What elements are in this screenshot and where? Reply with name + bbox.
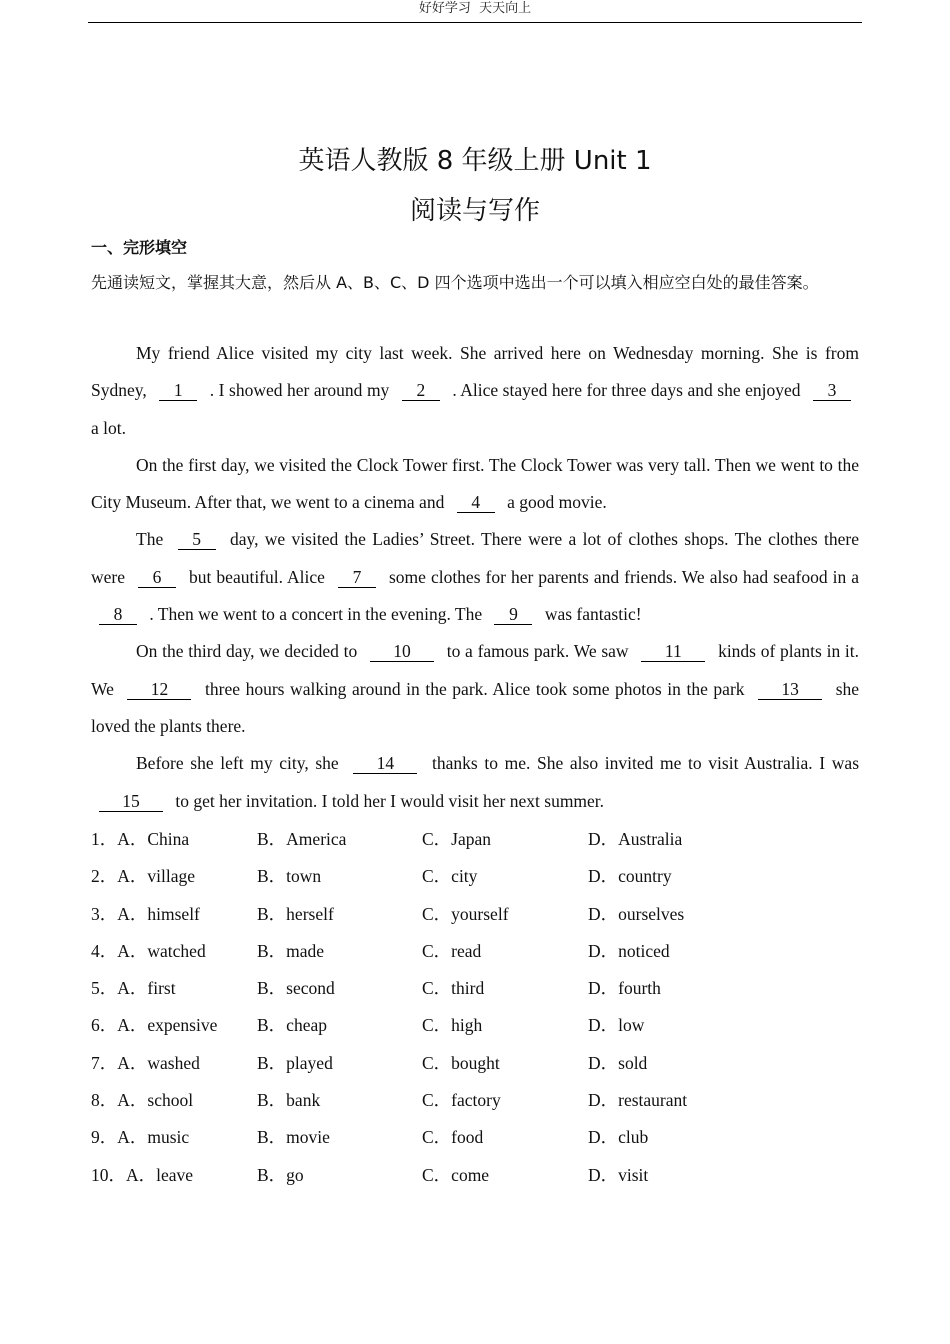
option-b: B．movie <box>257 1127 330 1148</box>
blank-2: 2 <box>402 380 440 401</box>
option-row <box>91 1157 859 1194</box>
blank-8: 8 <box>99 604 137 625</box>
paragraph-1: My friend Alice visited my city last week. She arrived here on Wednesday morning. She is from Sydney, 1 . I showed her around my 2 . Alice stayed here for three days and she enjoyed 3 a lot. <box>91 343 859 438</box>
option-a: 10．A．leave <box>91 1164 194 1185</box>
option-a: 3．A．himself <box>91 903 200 924</box>
doc-title: 英语人教版 8 年级上册 Unit 1 <box>298 146 652 176</box>
blank-5: 5 <box>178 529 216 550</box>
paragraph-4: On the third day, we decided to 10 to a famous park. We saw 11 kinds of plants in it. We 12 three hours walking around in the park. Alice took some photos in the park 13 she loved the plants there. <box>91 641 860 736</box>
option-row <box>91 821 859 858</box>
header-motto: 好好学习 天天向上 <box>418 1 532 16</box>
option-d: D．fourth <box>588 978 661 999</box>
option-d: D．restaurant <box>588 1090 688 1111</box>
option-c: C．come <box>422 1164 490 1185</box>
blank-6: 6 <box>138 567 176 588</box>
option-b: B．made <box>257 940 325 961</box>
option-c: C．third <box>422 978 485 999</box>
blank-12: 12 <box>127 679 191 700</box>
paragraph-5: Before she left my city, she 14 thanks to me. She also invited me to visit Australia. I was 15 to get her invitation. I told her I would visit her next summer. <box>91 745 859 820</box>
blank-11: 11 <box>641 641 705 662</box>
option-row <box>91 970 859 1007</box>
blank-1: 1 <box>159 380 197 401</box>
option-c: C．city <box>422 866 478 887</box>
blank-9: 9 <box>494 604 532 625</box>
option-row <box>91 896 859 933</box>
option-d: D．noticed <box>588 940 670 961</box>
blank-10: 10 <box>370 641 434 662</box>
option-a: 5．A．first <box>91 978 176 999</box>
option-d: D．low <box>588 1015 645 1036</box>
option-b: B．second <box>257 978 335 999</box>
section-heading: 一、完形填空 <box>91 238 188 257</box>
option-b: B．bank <box>257 1090 321 1111</box>
option-b: B．herself <box>257 903 334 924</box>
option-a: 6．A．expensive <box>91 1015 218 1036</box>
option-row <box>91 1119 859 1156</box>
option-c: C．high <box>422 1015 483 1036</box>
section-instruction: 先通读短文，掌握其大意，然后从 A、B、C、D 四个选项中选出一个可以填入相应空白处的最佳答案。 <box>91 273 819 292</box>
option-d: D．ourselves <box>588 903 685 924</box>
option-row <box>91 858 859 895</box>
blank-15: 15 <box>99 791 163 812</box>
option-row <box>91 1045 859 1082</box>
option-row <box>91 1007 859 1044</box>
option-a: 1．A．China <box>91 829 190 849</box>
option-a: 2．A．village <box>91 866 196 887</box>
doc-subtitle: 阅读与写作 <box>409 196 540 226</box>
option-c: C．read <box>422 940 482 961</box>
option-b: B．go <box>257 1164 304 1185</box>
option-a: 8．A．school <box>91 1090 194 1111</box>
paragraph-2: On the first day, we visited the Clock Tower first. The Clock Tower was very tall. Then we went to the City Museum. After that, we went to a cinema and 4 a good movie. <box>91 454 859 513</box>
option-a: 4．A．watched <box>91 940 206 961</box>
option-c: C．bought <box>422 1052 500 1073</box>
blank-3: 3 <box>813 380 851 401</box>
cloze-passage <box>91 335 859 820</box>
option-d: D．sold <box>588 1052 648 1073</box>
option-row <box>91 933 859 970</box>
paragraph-3: The 5 day, we visited the Ladies’ Street. There were a lot of clothes shops. The clothes there were 6 but beautiful. Alice 7 some clothes for her parents and friends. We also had seafood in a 8 . Then we went to a concert in the evening. The 9 was fantastic! <box>91 529 860 625</box>
option-a: 9．A．music <box>91 1127 190 1148</box>
option-b: B．cheap <box>257 1015 327 1036</box>
option-b: B．America <box>257 829 347 849</box>
blank-7: 7 <box>338 567 376 588</box>
option-d: D．country <box>588 866 672 887</box>
blank-14: 14 <box>353 753 417 774</box>
option-c: C．factory <box>422 1090 501 1111</box>
option-a: 7．A．washed <box>91 1052 200 1073</box>
option-c: C．Japan <box>422 829 492 849</box>
option-c: C．yourself <box>422 903 509 924</box>
option-b: B．played <box>257 1052 333 1073</box>
option-d: D．visit <box>588 1164 649 1185</box>
option-d: D．Australia <box>588 829 683 849</box>
option-c: C．food <box>422 1127 484 1148</box>
option-row <box>91 1082 859 1119</box>
blank-4: 4 <box>457 492 495 513</box>
answer-options <box>91 821 859 1194</box>
option-b: B．town <box>257 866 322 887</box>
blank-13: 13 <box>758 679 822 700</box>
option-d: D．club <box>588 1127 649 1148</box>
page-header <box>88 0 862 23</box>
